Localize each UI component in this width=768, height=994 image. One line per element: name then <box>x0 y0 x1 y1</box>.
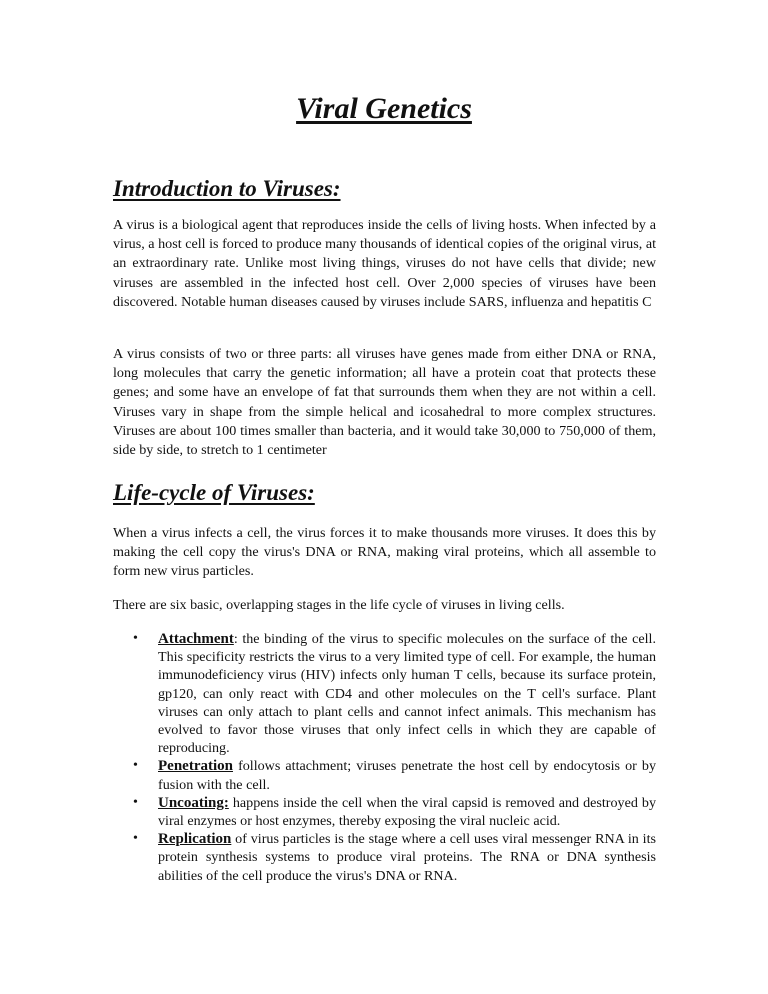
list-item <box>113 630 656 757</box>
stage-term-attachment: Attachment <box>158 631 234 647</box>
list-item <box>113 794 656 830</box>
list-item <box>113 757 656 793</box>
bullet-icon: • <box>133 831 138 847</box>
stage-description: of virus particles is the stage where a cell uses viral messenger RNA in its protein synthesis systems to produce viral proteins. The RNA or DNA synthesis abilities of the cell produce the virus's DNA or RNA. <box>158 831 656 884</box>
lifecycle-paragraph-2: There are six basic, overlapping stages in the life cycle of viruses in living cells. <box>113 597 565 613</box>
lifecycle-stages-list <box>113 630 656 885</box>
bullet-icon: • <box>133 758 138 774</box>
list-item <box>113 830 656 885</box>
intro-paragraph-1: A virus is a biological agent that reproduces inside the cells of living hosts. When infected by a virus, a host cell is forced to produce many thousands of identical copies of the original virus, at an extraordinary rate. Unlike most living things, viruses do not have cells that divide; new viruses are assembled in the infected host cell. Over 2,000 species of viruses have been discovered. Notable human diseases caused by viruses include SARS, influenza and hepatitis C <box>113 217 656 310</box>
document-title: Viral Genetics <box>296 92 472 125</box>
stage-term-replication: Replication <box>158 831 232 848</box>
stage-description: : the binding of the virus to specific molecules on the surface of the cell. This specificity restricts the virus to a very limited type of cell. For example, the human immunodeficiency virus (HIV) infects only human T cells, because its surface protein, gp120, can only react with CD4 and other molecules on the T cell's surface. Plant viruses can only attach to plant cells and cannot infect animals. This mechanism has evolved to favor those viruses that only infect cells in which they are capable of reproducing. <box>158 631 656 757</box>
intro-heading: Introduction to Viruses: <box>113 176 341 201</box>
bullet-icon: • <box>133 631 138 646</box>
stage-description: happens inside the cell when the viral capsid is removed and destroyed by viral enzymes or host enzymes, thereby exposing the viral nucleic acid. <box>158 794 656 830</box>
stage-term-penetration: Penetration <box>158 758 233 775</box>
intro-paragraph-2: A virus consists of two or three parts: all viruses have genes made from either DNA or RNA, long molecules that carry the genetic information; all have a protein coat that protects these genes; and some have an envelope of fat that surrounds them when they are not within a cell. Viruses vary in shape from the simple helical and icosahedral to more complex structures. Viruses are about 100 times smaller than bacteria, and it would take 30,000 to 750,000 of them, side by side, to stretch to 1 centimeter <box>113 346 656 459</box>
lifecycle-paragraph-1: When a virus infects a cell, the virus forces it to make thousands more viruses. It does this by making the cell copy the virus's DNA or RNA, making viral proteins, which all assemble to form new virus particles. <box>113 525 656 580</box>
lifecycle-heading: Life-cycle of Viruses: <box>113 480 315 505</box>
stage-term-uncoating: Uncoating: <box>158 794 229 811</box>
stage-description: follows attachment; viruses penetrate the host cell by endocytosis or by fusion with the cell. <box>158 758 656 793</box>
bullet-icon: • <box>133 794 138 810</box>
